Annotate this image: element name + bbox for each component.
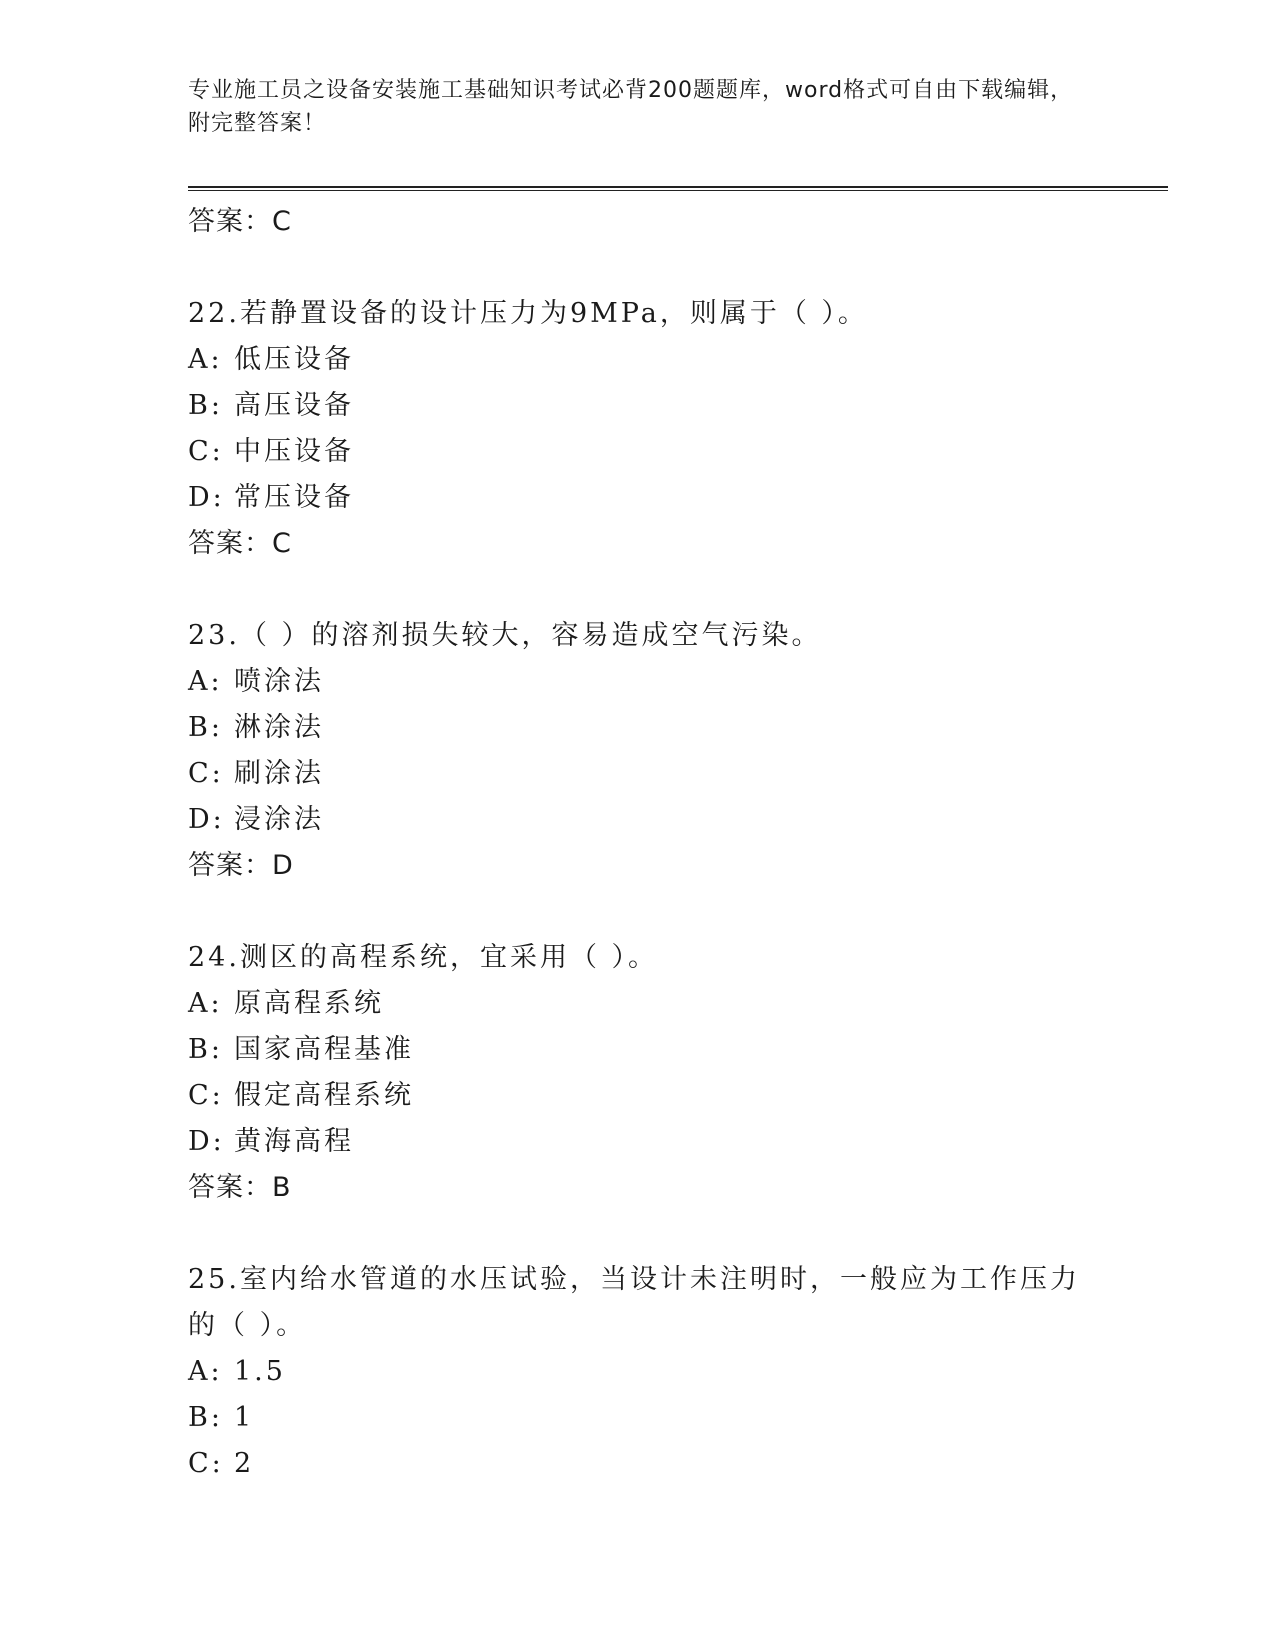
question-block (188, 291, 1168, 567)
option-letter: C: (188, 1080, 224, 1111)
option-letter: D: (188, 482, 225, 513)
option-a (188, 337, 1168, 383)
option-b (188, 705, 1168, 751)
option-letter: D: (188, 804, 225, 835)
option-b (188, 1395, 1168, 1441)
option-c (188, 1073, 1168, 1119)
question-stem: 25.室内给水管道的水压试验，当设计未注明时，一般应为工作压力的（ ）。 (188, 1264, 1080, 1341)
option-d (188, 797, 1168, 843)
option-text: 假定高程系统 (234, 1080, 414, 1111)
option-b (188, 383, 1168, 429)
option-a (188, 659, 1168, 705)
question-block (188, 613, 1168, 889)
header-divider (188, 186, 1168, 191)
option-text: 2 (234, 1448, 255, 1479)
question-stem: 24.测区的高程系统，宜采用（ ）。 (188, 942, 659, 973)
option-letter: A: (188, 988, 223, 1019)
option-text: 国家高程基准 (234, 1034, 414, 1065)
option-letter: A: (188, 1356, 223, 1387)
option-letter: A: (188, 666, 223, 697)
answer-line: 答案：B (188, 1172, 292, 1203)
question-stem: 23.（ ）的溶剂损失较大，容易造成空气污染。 (188, 620, 822, 651)
document-header-title: 专业施工员之设备安装施工基础知识考试必背200题题库，word格式可自由下载编辑，附完整答案！ (188, 78, 1074, 136)
option-text: 淋涂法 (234, 712, 324, 743)
option-text: 常压设备 (234, 482, 354, 513)
question-block (188, 935, 1168, 1211)
option-text: 1.5 (234, 1356, 286, 1387)
answer-line: 答案：C (188, 206, 292, 237)
option-text: 低压设备 (234, 344, 354, 375)
option-d (188, 1119, 1168, 1165)
option-text: 原高程系统 (234, 988, 384, 1019)
option-c (188, 429, 1168, 475)
question-stem: 22.若静置设备的设计压力为9MPa，则属于（ ）。 (188, 298, 868, 329)
option-text: 中压设备 (234, 436, 354, 467)
document-page (188, 74, 1168, 1487)
option-letter: B: (188, 390, 223, 421)
option-letter: B: (188, 1034, 223, 1065)
option-text: 1 (234, 1402, 255, 1433)
option-letter: C: (188, 436, 224, 467)
option-c (188, 1441, 1168, 1487)
option-letter: C: (188, 1448, 224, 1479)
option-b (188, 1027, 1168, 1073)
question-block (188, 1257, 1168, 1487)
option-letter: A: (188, 344, 223, 375)
option-letter: C: (188, 758, 224, 789)
option-d (188, 475, 1168, 521)
option-letter: D: (188, 1126, 225, 1157)
option-text: 刷涂法 (234, 758, 324, 789)
option-text: 浸涂法 (234, 804, 324, 835)
option-text: 高压设备 (234, 390, 354, 421)
answer-line: 答案：D (188, 850, 294, 881)
option-text: 喷涂法 (234, 666, 324, 697)
option-a (188, 981, 1168, 1027)
option-a (188, 1349, 1168, 1395)
option-c (188, 751, 1168, 797)
option-text: 黄海高程 (234, 1126, 354, 1157)
option-letter: B: (188, 1402, 223, 1433)
option-letter: B: (188, 712, 223, 743)
answer-line: 答案：C (188, 528, 292, 559)
